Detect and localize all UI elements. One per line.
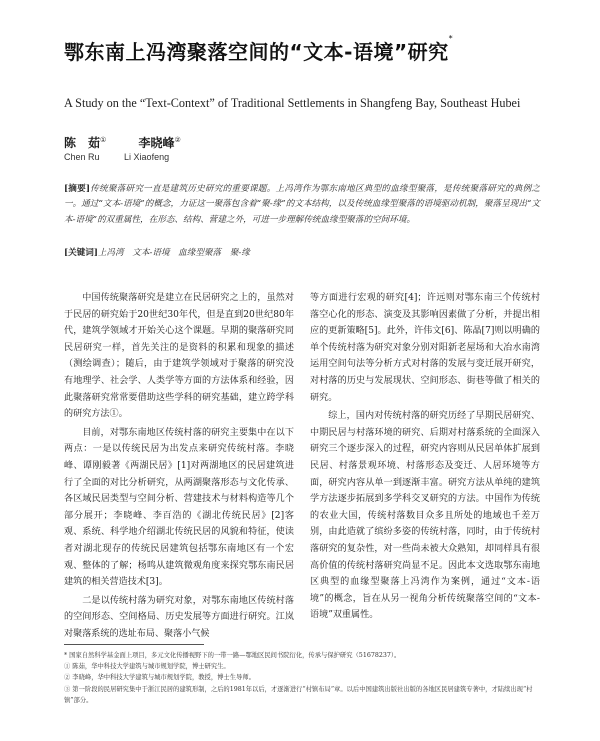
footnotes (64, 650, 544, 706)
author-list (64, 134, 209, 151)
abstract-label: [摘要] (64, 184, 91, 194)
footnote: ③ 第一阶段的民居研究集中于浙江民居的建筑形制，之后的1981年以后，才逐渐进行“村镇布局”章。以后中国建筑出版社出版的各地区民居建筑专著中，才陆续出现“村镇”部分。 (64, 685, 533, 704)
footnote: ① 陈茹，华中科技大学建筑与城市规划学院，博士研究生。 (64, 663, 230, 671)
keywords (64, 246, 540, 260)
author-name-en-1: Chen Ru (64, 152, 100, 162)
footnote-divider (64, 644, 204, 645)
body-column-left (64, 290, 294, 644)
english-title: A Study on the “Text-Context” of Traditional Settlements in Shangfeng Bay, Southeast Hubei (64, 96, 521, 110)
funding-footnote-mark: * (448, 34, 454, 43)
body-column-right (310, 290, 540, 626)
paper-title-text: 鄂东南上冯湾聚落空间的“文本-语境”研究 (64, 40, 449, 64)
author-list-english (64, 152, 191, 162)
footnote: ② 李晓峰，华中科技大学建筑与城市规划学院，教授，博士生导师。 (64, 674, 255, 682)
keywords-text: 上冯湾 文本-语境 血缘型聚落 聚-缘 (97, 248, 250, 258)
body-paragraph: 中国传统聚落研究是建立在民居研究之上的，虽然对于民居的研究始于20世纪30年代，但是直到20世纪80年代，建筑学领域才开始关心这个课题。早期的聚落研究同民居研究一样，首先关注的是资料的积累和现象的描述（测绘调查）；随后，由于建筑学领域对于聚落的研究没有地理学、社会学、人类学等方面的方法体系和经验，因此聚落研究常常要借助这些学科的研究基础，建立跨学科的研究方法①。 (64, 293, 294, 420)
author-name-en-2: Li Xiaofeng (124, 152, 170, 162)
abstract (64, 182, 540, 228)
author-name-2: 李晓峰② (138, 136, 181, 150)
body-paragraph: 综上，国内对传统村落的研究历经了早期民居研究、中期民居与村落环境的研究、后期对村落系统的全面深入研究三个逐步深入的过程，研究内容则从民居单体扩展到民居、村落景观环境、村落形态及变迁、人居环境等方面，研究内容从单一到逐渐丰富。研究方法从单纯的建筑学方法逐步拓展到多学科交叉研究的方法。中国作为传统的农业大国，传统村落数目众多且所处的地域也千差万别，由此造就了缤纷多姿的传统村落，同时，由于传统村落研究的复杂性，对一些尚未被大众熟知，却同样具有很高价值的传统村落研究尚显不足。因此本文选取鄂东南地区典型的血缘型聚落上冯湾作为案例，通过“文本-语境”的概念，旨在从另一视角分析传统聚落空间的“文本-语境”双重属性。 (310, 411, 540, 621)
body-paragraph: 二是以传统村落为研究对象，对鄂东南地区传统村落的空间形态、空间格局、历史发展等方面进行研究。江岚对聚落系统的选址布局、聚落小气候 (64, 595, 294, 639)
paper-title (64, 36, 544, 65)
keywords-label: [关键词] (64, 248, 98, 258)
abstract-text: 传统聚落研究一直是建筑历史研究的重要课题。上冯湾作为鄂东南地区典型的血缘型聚落，是传统聚落研究的典例之一。通过“文本-语境”的概念，力证这一聚落包含着“聚-缘”的文本结构，以及传统血缘型聚落的语境驱动机制，聚落呈现出“文本-语境”的双重属性，在形态、结构、营建之外，可进一步理解传统血缘型聚落的空间环境。 (64, 184, 540, 225)
footnote: * 国家自然科学基金面上项目，多元文化传播视野下的一带一路—鄂地区民间书院衍化，传承与保护研究（51678237）。 (64, 652, 401, 659)
body-paragraph: 等方面进行宏观的研究[4]；许远则对鄂东南三个传统村落空心化的形态、演变及其影响因素做了分析，并提出相应的更新策略[5]。此外，许伟文[6]、陈晶[7]则以明确的单个传统村落为研究对象分别对阳新老屋场和大冶水南湾运用空间句法等分析方式对村落的发展与变迁展开研究，对村落的历史与发展现状、空间形态、街巷等做了相关的研究。 (310, 293, 540, 403)
author-name-1: 陈 茹① (64, 136, 107, 150)
body-paragraph: 目前，对鄂东南地区传统村落的研究主要集中在以下两点：一是以传统民居为出发点来研究传统村落。李晓峰、谭刚毅著《两湖民居》[1]对两湖地区的民居建筑进行了全面的对比分析研究，从两湖聚落形态与文化传承、各区域民居类型与空间分析、营建技术与材料构造等几个部分展开；李晓峰、李百浩的《湖北传统民居》[2]客观、系统、科学地介绍湖北传统民居的风貌和特征，使读者对湖北现存的传统民居建筑包括鄂东南地区有一个宏观、整体的了解；杨鸣从建筑微观角度来探究鄂东南民居建筑的相关营造技术[3]。 (64, 427, 294, 588)
